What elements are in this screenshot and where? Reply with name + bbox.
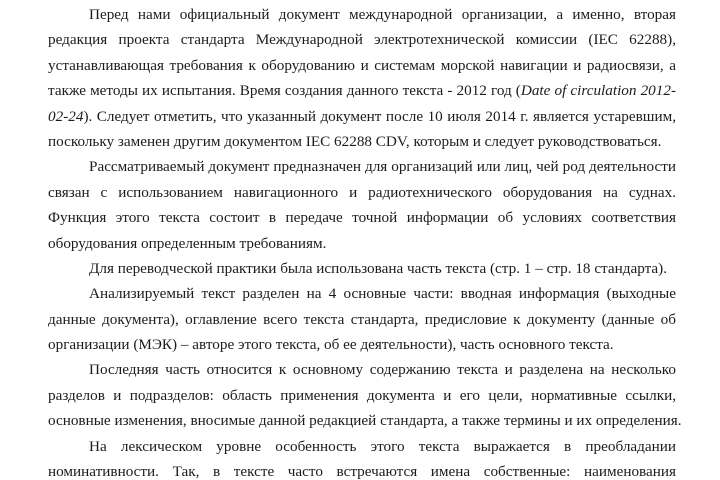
paragraph-5-line-3: основные изменения, вносимые данной редакцией стандарта, а также термины и их определения. <box>48 412 682 430</box>
paragraph-1-line-4: также методы их испытания. Время создания данного текста - 2012 год (Date of circulation 2012- <box>48 82 676 100</box>
paragraph-1-line-2: редакция проекта стандарта Международной электротехнической комиссии (IEC 62288), <box>48 31 676 49</box>
date-of-circulation-value: 02-24 <box>48 107 84 125</box>
paragraph-2-line-3: Функция этого текста состоит в передаче точной информации об условиях соответствия <box>48 209 676 227</box>
paragraph-6-line-1: На лексическом уровне особенность этого текста выражается в преобладании <box>89 437 676 455</box>
paragraph-1-line-6: поскольку заменен другим документом IEC 62288 CDV, которым и следует руководствоваться. <box>48 132 662 150</box>
paragraph-1-line-5: 02-24). Следует отметить, что указанный документ после 10 июля 2014 г. является устаревшим, <box>48 107 676 125</box>
paragraph-6-line-2: номинативности. Так, в тексте часто встречаются имена собственные: наименования <box>48 463 676 480</box>
paragraph-5-line-1: Последняя часть относится к основному содержанию текста и разделена на несколько <box>89 361 676 379</box>
paragraph-4-line-2: данные документа), оглавление всего текста стандарта, предисловие к документу (данные об <box>48 310 676 328</box>
paragraph-3-line-1: Для переводческой практики была использована часть текста (стр. 1 – стр. 18 стандарта). <box>89 259 668 277</box>
paragraph-5-line-2: разделов и подразделов: область применения документа и его цели, нормативные ссылки, <box>48 386 676 404</box>
paragraph-4-line-1: Анализируемый текст разделен на 4 основные части: вводная информация (выходные <box>89 285 676 303</box>
date-of-circulation-label: Date of circulation 2012- <box>520 82 676 100</box>
paragraph-2-line-1: Рассматриваемый документ предназначен для организаций или лиц, чей род деятельности <box>89 158 676 176</box>
paragraph-1-line-3: устанавливающая требования к оборудованию и системам морской навигации и радиосвязи, а <box>48 56 676 74</box>
document-text <box>48 2 682 480</box>
paragraph-4-line-3: организации (МЭК) – авторе этого текста, об ее деятельности), часть основного текста. <box>48 336 614 354</box>
paragraph-2-line-4: оборудования определенным требованиям. <box>48 234 327 252</box>
paragraph-1-line-1: Перед нами официальный документ международной организации, а именно, вторая <box>89 6 676 23</box>
paragraph-2-line-2: связан с использованием навигационного и радиотехнического оборудования на суднах. <box>48 183 676 201</box>
